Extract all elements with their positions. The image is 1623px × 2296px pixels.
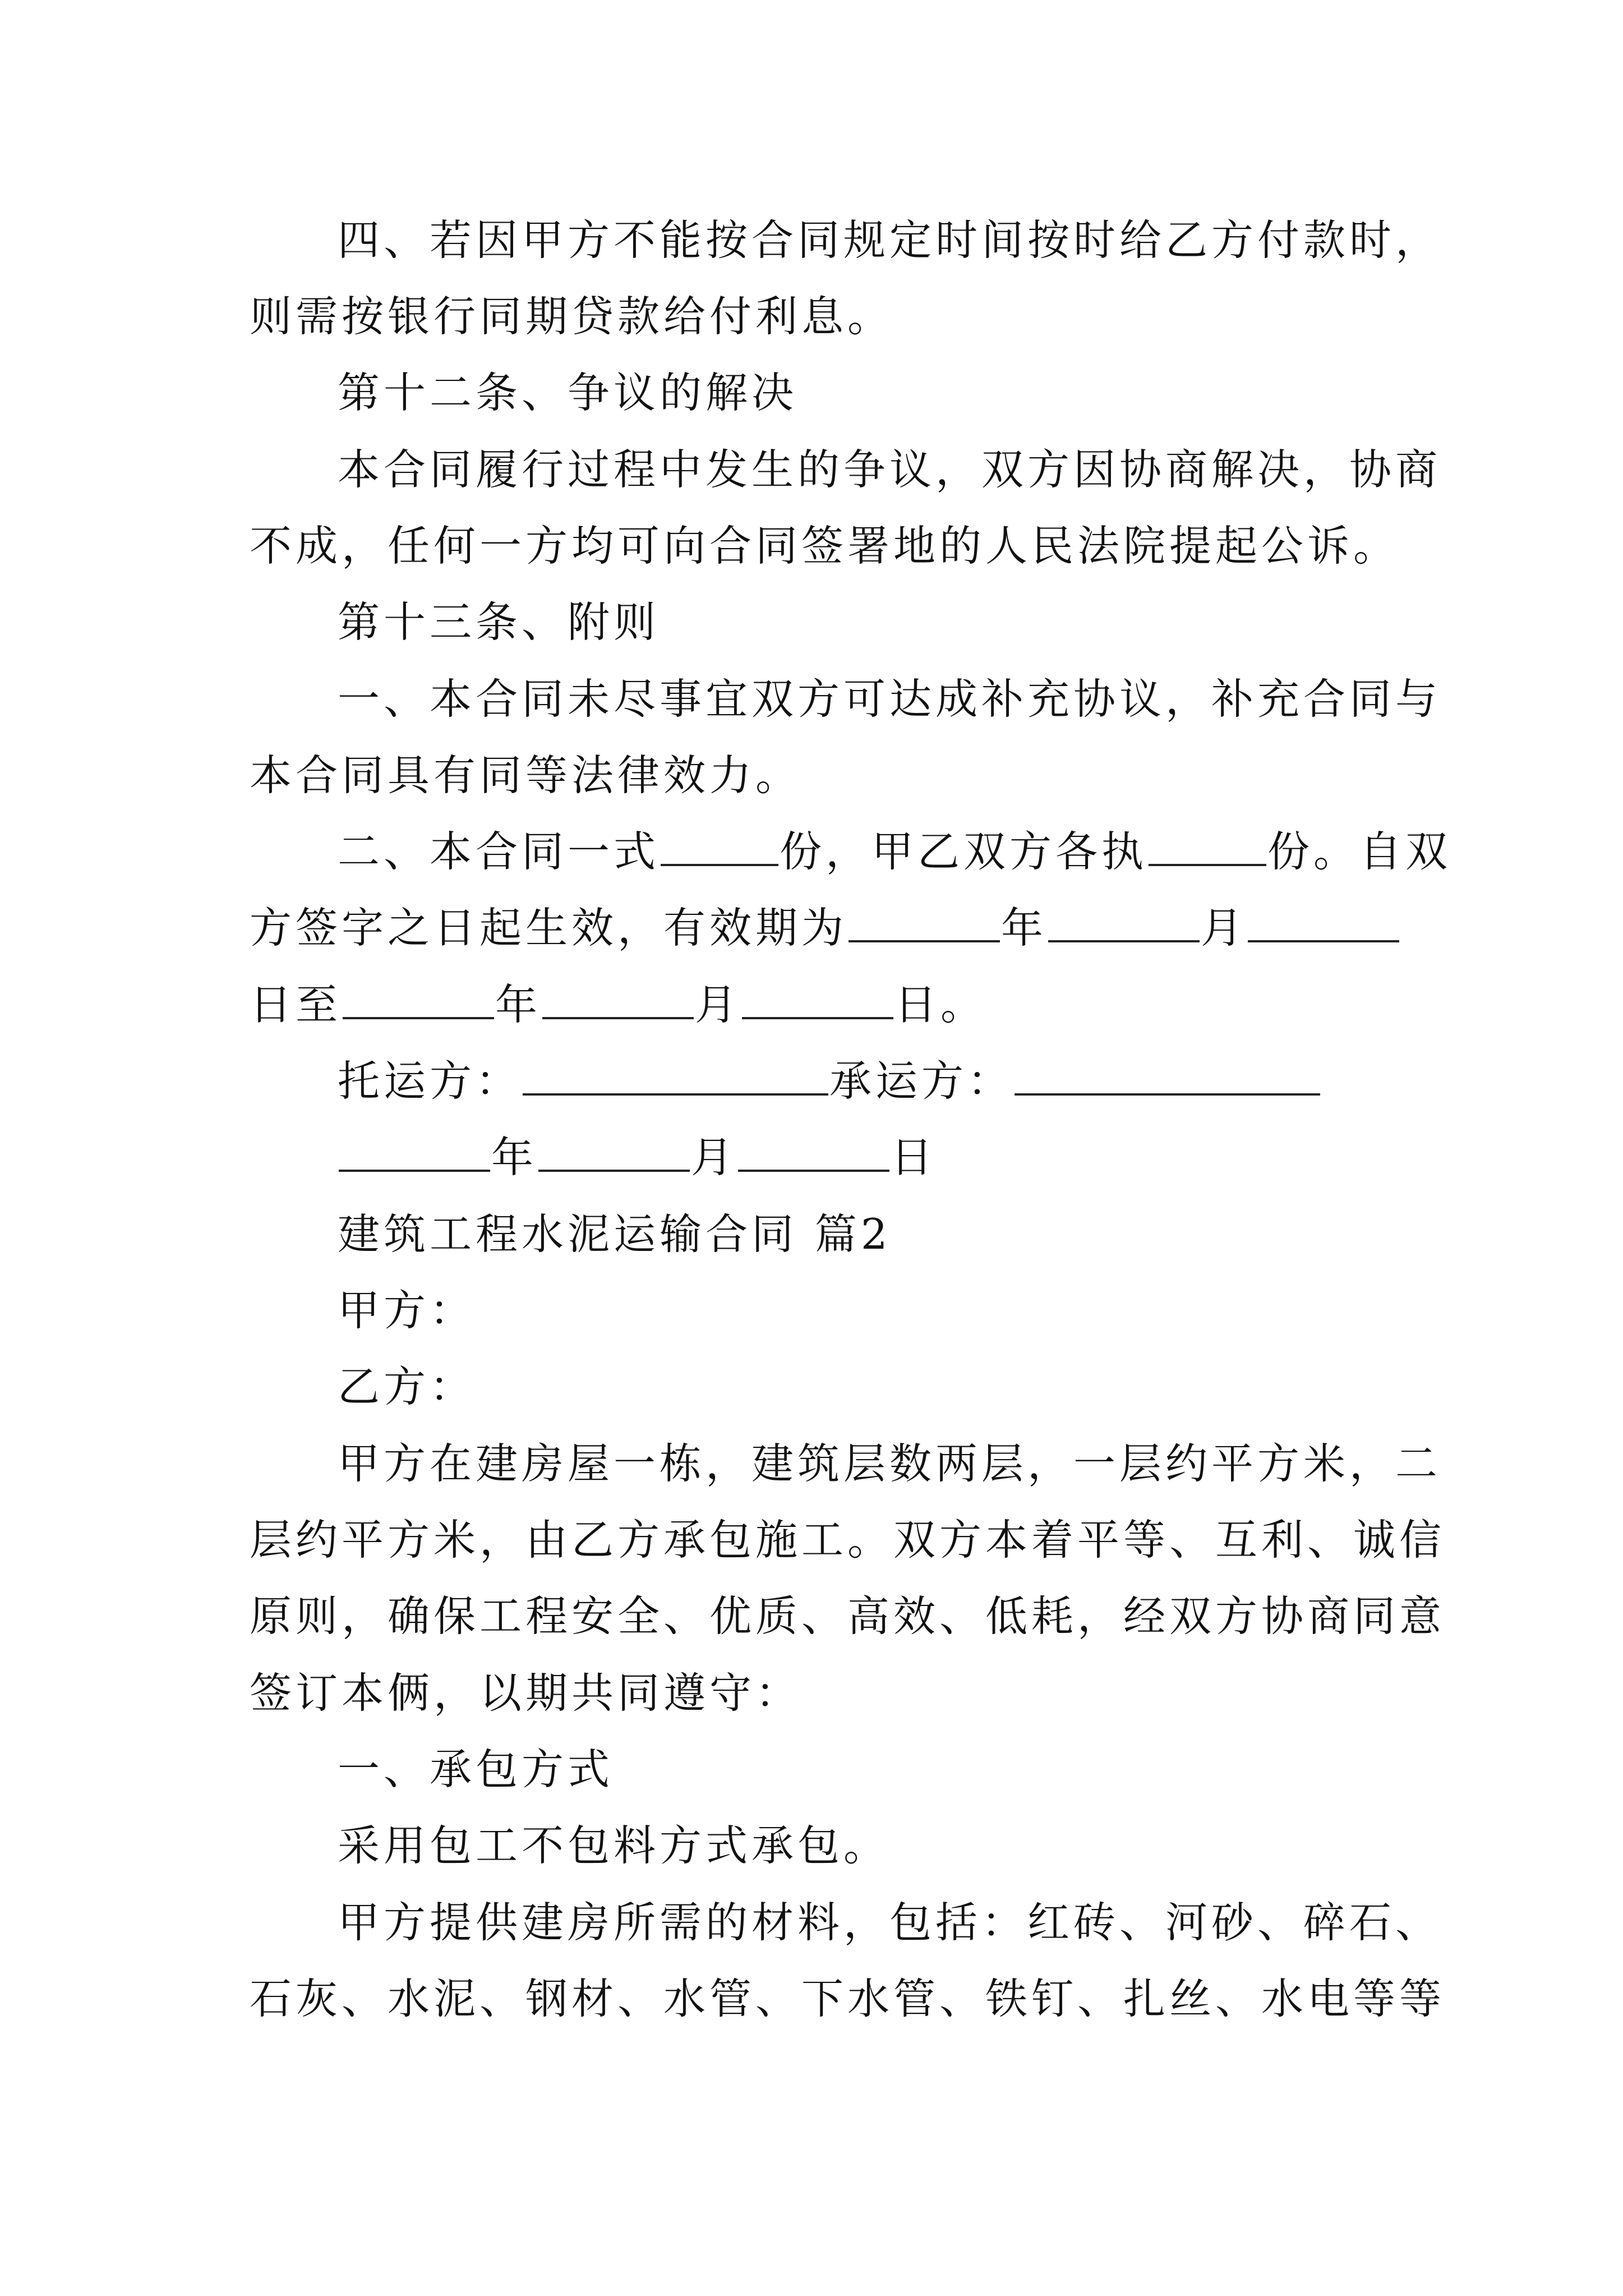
signature-line — [338, 1053, 1321, 1109]
paragraph-line: 甲方提供建房所需的材料，包括：红砖、河砂、碎石、 — [338, 1898, 1442, 1947]
paragraph-line: 层约平方米，由乙方承包施工。双方本着平等、互利、诚信 — [250, 1515, 1446, 1565]
end-day-blank[interactable] — [742, 978, 893, 1019]
year-label: 年 — [1001, 903, 1048, 953]
validity-end-line — [250, 977, 986, 1033]
copies-suffix: 份。自双 — [1267, 827, 1452, 876]
day-to-label: 日至 — [250, 980, 342, 1029]
paragraph-line: 不成，任何一方均可向合同签署地的人民法院提起公诉。 — [250, 521, 1400, 570]
sign-month-blank[interactable] — [538, 1130, 690, 1172]
paragraph-line: 甲方在建房屋一栋，建筑层数两层，一层约平方米，二 — [338, 1439, 1442, 1488]
consignor-blank[interactable] — [523, 1054, 828, 1096]
copies-total-blank[interactable] — [661, 825, 778, 866]
section-heading: 第十二条、争议的解决 — [338, 368, 798, 417]
paragraph-line: 签订本俩，以期共同遵守： — [250, 1668, 802, 1718]
paragraph-line: 采用包工不包料方式承包。 — [338, 1821, 890, 1870]
party-b-label: 乙方： — [338, 1362, 476, 1411]
paragraph-line: 一、本合同未尽事宜双方可达成补充协议，补充合同与 — [338, 674, 1442, 724]
section-heading: 第十三条、附则 — [338, 597, 660, 647]
validity-prefix: 方签字之日起生效，有效期为 — [250, 903, 848, 953]
carrier-label: 承运方： — [829, 1056, 1014, 1106]
paragraph-line: 石灰、水泥、钢材、水管、下水管、铁钉、扎丝、水电等等 — [250, 1974, 1446, 2023]
year-label: 年 — [491, 1133, 538, 1182]
paragraph-line: 本合同履行过程中发生的争议，双方因协商解决，协商 — [338, 445, 1442, 494]
day-end-label: 日。 — [895, 980, 987, 1029]
party-a-label: 甲方： — [338, 1286, 476, 1335]
carrier-blank[interactable] — [1015, 1054, 1320, 1096]
month-label: 月 — [1201, 903, 1247, 953]
month-label: 月 — [695, 980, 741, 1029]
day-label: 日 — [891, 1133, 937, 1182]
paragraph-line: 原则，确保工程安全、优质、高效、低耗，经双方协商同意 — [250, 1591, 1446, 1641]
copies-line — [338, 823, 1451, 880]
end-year-blank[interactable] — [343, 978, 494, 1019]
month-label: 月 — [691, 1133, 737, 1182]
sign-day-blank[interactable] — [738, 1130, 889, 1172]
paragraph-line: 本合同具有同等法律效力。 — [250, 751, 802, 800]
section-title: 建筑工程水泥运输合同 篇2 — [338, 1209, 892, 1259]
validity-line — [250, 900, 1400, 956]
paragraph-line: 则需按银行同期贷款给付利息。 — [250, 292, 894, 341]
consignor-label: 托运方： — [338, 1056, 522, 1106]
year-label: 年 — [495, 980, 542, 1029]
start-month-blank[interactable] — [1048, 901, 1200, 942]
sign-date-line — [338, 1129, 937, 1185]
paragraph-line: 四、若因甲方不能按合同规定时间按时给乙方付款时， — [338, 215, 1442, 265]
copies-mid: 份，甲乙双方各执 — [780, 827, 1148, 876]
end-month-blank[interactable] — [542, 978, 694, 1019]
copies-each-blank[interactable] — [1149, 825, 1266, 866]
section-heading: 一、承包方式 — [338, 1745, 614, 1794]
start-day-blank[interactable] — [1248, 901, 1399, 942]
copies-prefix: 二、本合同一式 — [338, 827, 660, 876]
start-year-blank[interactable] — [849, 901, 1000, 942]
sign-year-blank[interactable] — [339, 1130, 490, 1172]
